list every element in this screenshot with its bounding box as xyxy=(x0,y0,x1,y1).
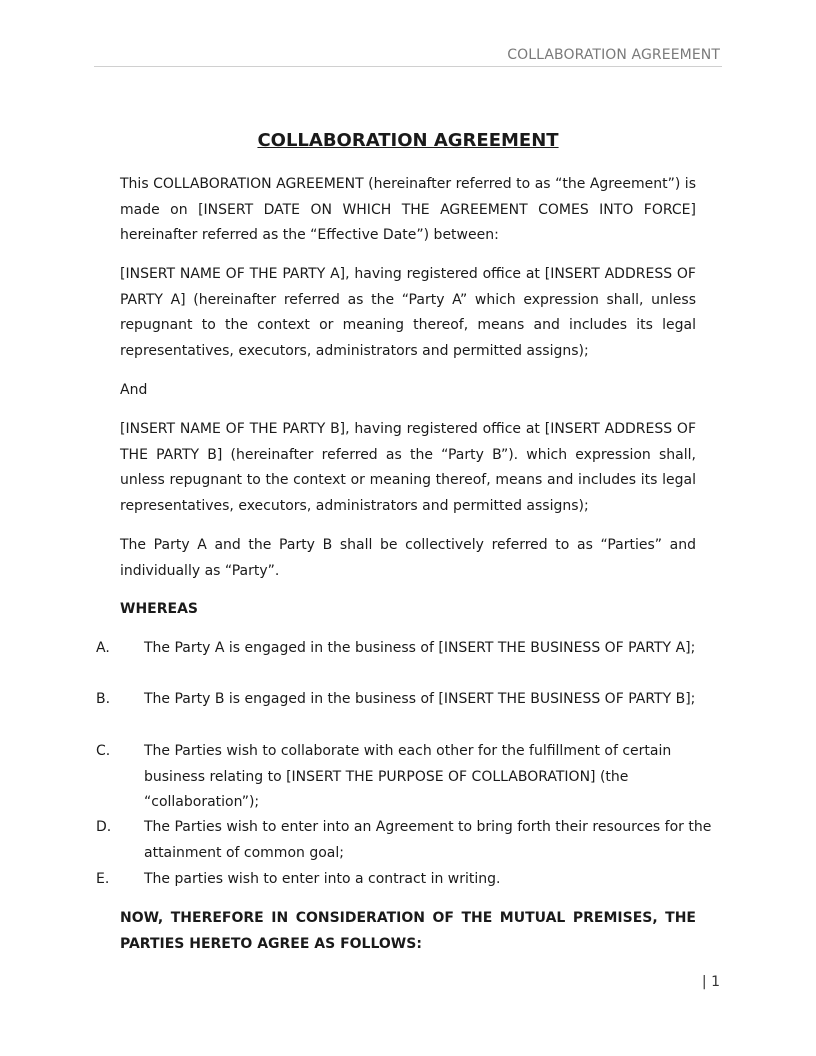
party-b-paragraph: [INSERT NAME OF THE PARTY B], having registered office at [INSERT ADDRESS OF THE PARTY B] (hereinafter referred as the “Party B”). which expression shall, unless repugnant to the context or meaning thereof, means and includes its legal representatives, executors, administrators and permitted assigns); xyxy=(120,421,696,514)
whereas-item-a xyxy=(96,636,712,662)
list-letter: B. xyxy=(96,691,111,707)
whereas-heading: WHEREAS xyxy=(120,601,198,617)
list-letter: C. xyxy=(96,743,111,759)
whereas-item-e xyxy=(96,867,712,893)
list-letter: E. xyxy=(96,871,110,887)
list-letter: D. xyxy=(96,819,112,835)
whereas-item-d xyxy=(96,815,712,866)
list-item-text: The Parties wish to enter into an Agreement to bring forth their resources for the attainment of common goal; xyxy=(144,819,712,861)
list-item-text: The parties wish to enter into a contract in writing. xyxy=(144,871,501,887)
page-number: | 1 xyxy=(701,974,720,990)
list-letter: A. xyxy=(96,640,110,656)
intro-paragraph: This COLLABORATION AGREEMENT (hereinafter referred to as “the Agreement”) is made on [INSERT DATE ON WHICH THE AGREEMENT COMES INTO FORCE] hereinafter referred as the “Effective Date”) between: xyxy=(120,176,696,244)
and-connector: And xyxy=(120,382,148,398)
whereas-item-b xyxy=(96,687,712,713)
parties-definition-paragraph: The Party A and the Party B shall be collectively referred to as “Parties” and individually as “Party”. xyxy=(120,537,696,579)
list-item-text: The Party B is engaged in the business of [INSERT THE BUSINESS OF PARTY B]; xyxy=(144,691,696,707)
whereas-item-c xyxy=(96,739,712,816)
list-item-text: The Parties wish to collaborate with each other for the fulfillment of certain business relating to [INSERT THE PURPOSE OF COLLABORATION] (the “collaboration”); xyxy=(144,743,672,811)
list-item-text: The Party A is engaged in the business of [INSERT THE BUSINESS OF PARTY A]; xyxy=(144,640,696,656)
header-divider xyxy=(94,66,722,67)
closing-paragraph: NOW, THEREFORE IN CONSIDERATION OF THE MUTUAL PREMISES, THE PARTIES HERETO AGREE AS FOLLOWS: xyxy=(120,910,696,952)
running-header: COLLABORATION AGREEMENT xyxy=(507,47,720,63)
party-a-paragraph: [INSERT NAME OF THE PARTY A], having registered office at [INSERT ADDRESS OF PARTY A] (hereinafter referred as the “Party A” which expression shall, unless repugnant to the context or meaning thereof, means and includes its legal representatives, executors, administrators and permitted assigns); xyxy=(120,266,696,359)
document-title: COLLABORATION AGREEMENT xyxy=(257,130,559,151)
